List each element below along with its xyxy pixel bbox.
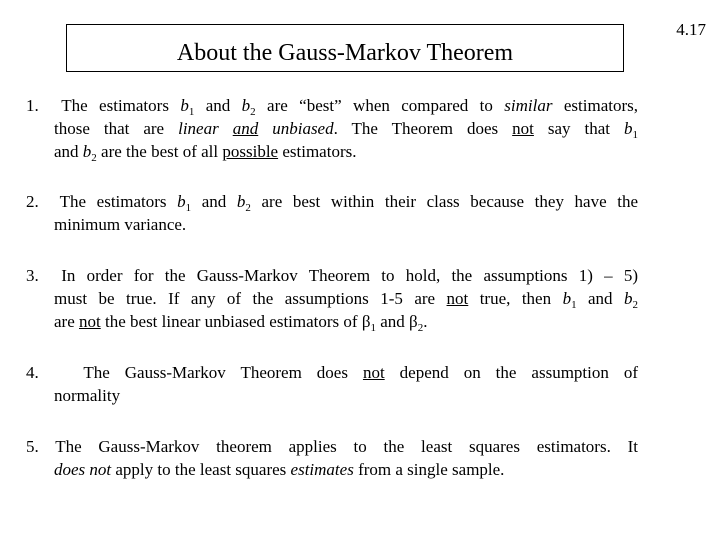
- list-item-5: [26, 435, 638, 481]
- item-5-line-2: does not apply to the least squares estimates from a single sample.: [54, 460, 505, 479]
- slide-title: About the Gauss-Markov Theorem: [176, 39, 514, 66]
- item-3-line-3: are not the best linear unbiased estimators of $\beta_1$ and $\beta_2$.: [54, 312, 428, 334]
- item-2-line-2: minimum variance.: [54, 215, 187, 234]
- item-4-line-1: 4. The Gauss-Markov Theorem does not depend on the assumption of: [26, 363, 638, 382]
- list-item-2: [26, 190, 638, 236]
- item-2-line-1: 2. The estimators $b_1$ and $b_2$ are best within their class because they have the: [26, 192, 638, 214]
- item-1-line-2: those that are linear and unbiased. The Theorem does not say that $b_1$: [54, 119, 639, 141]
- item-1-line-1: 1. The estimators $b_1$ and $b_2$ are “best” when compared to similar estimators,: [26, 96, 638, 118]
- list-item-3: [26, 264, 638, 333]
- slide-title-box: [66, 24, 624, 72]
- item-4-line-2: normality: [54, 386, 121, 405]
- list-item-1: [26, 94, 638, 163]
- slide-number: 4.17: [676, 20, 706, 39]
- list-item-4: [26, 361, 638, 407]
- item-3-line-1: 3. In order for the Gauss-Markov Theorem to hold, the assumptions 1) – 5): [26, 266, 639, 285]
- item-1-line-3: and $b_2$ are the best of all possible estimators.: [54, 142, 357, 164]
- item-3-line-2: must be true. If any of the assumptions 1-5 are not true, then $b_1$ and $b_2$: [54, 289, 639, 311]
- item-5-line-1: 5. The Gauss-Markov theorem applies to the least squares estimators. It: [26, 437, 638, 456]
